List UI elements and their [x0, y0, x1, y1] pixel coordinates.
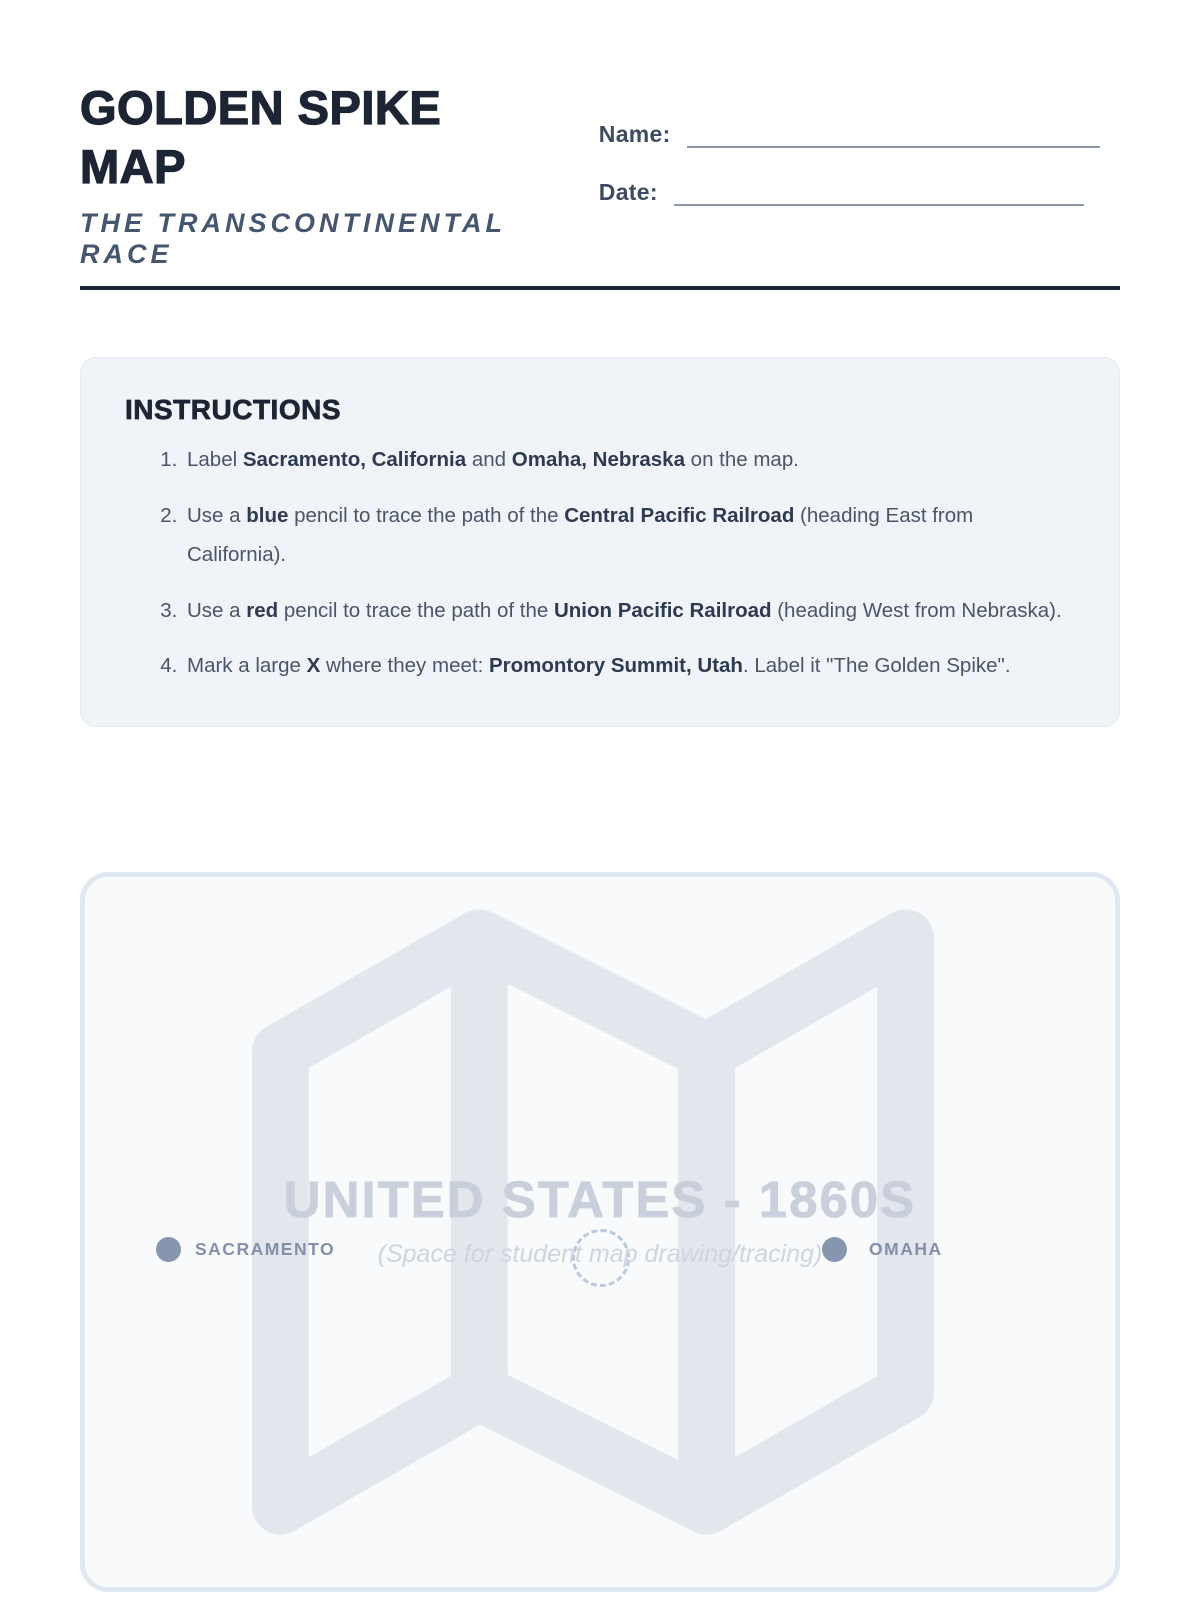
instructions-list: [125, 440, 1075, 686]
page-title: GOLDEN SPIKE MAP: [80, 81, 442, 194]
name-date-fields: [599, 78, 1120, 270]
watermark-title: UNITED STATES - 1860S: [283, 1171, 917, 1228]
city-label-sacramento: SACRAMENTO: [195, 1239, 336, 1259]
date-input-line[interactable]: [674, 176, 1084, 206]
instruction-bold-text: Union Pacific Railroad: [553, 598, 772, 622]
page-subtitle: THE TRANSCONTINENTAL RACE: [80, 208, 506, 270]
city-dot-icon: [822, 1237, 847, 1262]
watermark-subtitle: (Space for student map drawing/tracing): [377, 1240, 823, 1268]
name-label: Name:: [598, 121, 671, 147]
instruction-bold-text: Omaha, Nebraska: [511, 448, 685, 471]
date-label: Date:: [598, 179, 658, 205]
instruction-text: where they meet:: [320, 654, 489, 678]
title-block: [80, 78, 599, 270]
instruction-item: [183, 646, 1075, 686]
instruction-bold-text: Sacramento, California: [242, 448, 467, 471]
map-drawing-area[interactable]: [80, 872, 1120, 1592]
name-field: [599, 118, 1120, 148]
instruction-text: . Label it "The Golden Spike".: [742, 654, 1011, 678]
header-divider: [80, 286, 1120, 290]
instruction-text: and: [466, 448, 512, 471]
instruction-text: on the map.: [684, 448, 799, 471]
city-label-omaha: OMAHA: [869, 1239, 943, 1259]
instruction-text: Use a: [187, 503, 247, 527]
instruction-bold-text: red: [246, 598, 279, 622]
instruction-text: pencil to trace the path of the: [288, 503, 565, 527]
header: [80, 78, 1120, 270]
instruction-item: [183, 440, 1075, 480]
instruction-item: [183, 591, 1075, 631]
instruction-text: (heading East from California).: [187, 503, 974, 567]
instruction-bold-text: Promontory Summit, Utah: [488, 654, 743, 678]
instruction-text: (heading West from Nebraska).: [771, 598, 1062, 622]
instruction-bold-text: Central Pacific Railroad: [564, 503, 795, 527]
instruction-text: Use a: [187, 598, 247, 622]
instruction-bold-text: blue: [246, 503, 289, 527]
instruction-text: Mark a large: [187, 654, 307, 678]
instruction-bold-text: X: [306, 654, 321, 678]
instruction-item: [183, 496, 1075, 575]
instruction-text: pencil to trace the path of the: [278, 598, 554, 622]
instructions-panel: [80, 357, 1120, 727]
instruction-text: Label: [187, 448, 243, 471]
instructions-heading: INSTRUCTIONS: [125, 394, 341, 425]
name-input-line[interactable]: [687, 118, 1100, 148]
city-dot-icon: [156, 1237, 181, 1262]
date-field: [599, 176, 1120, 206]
